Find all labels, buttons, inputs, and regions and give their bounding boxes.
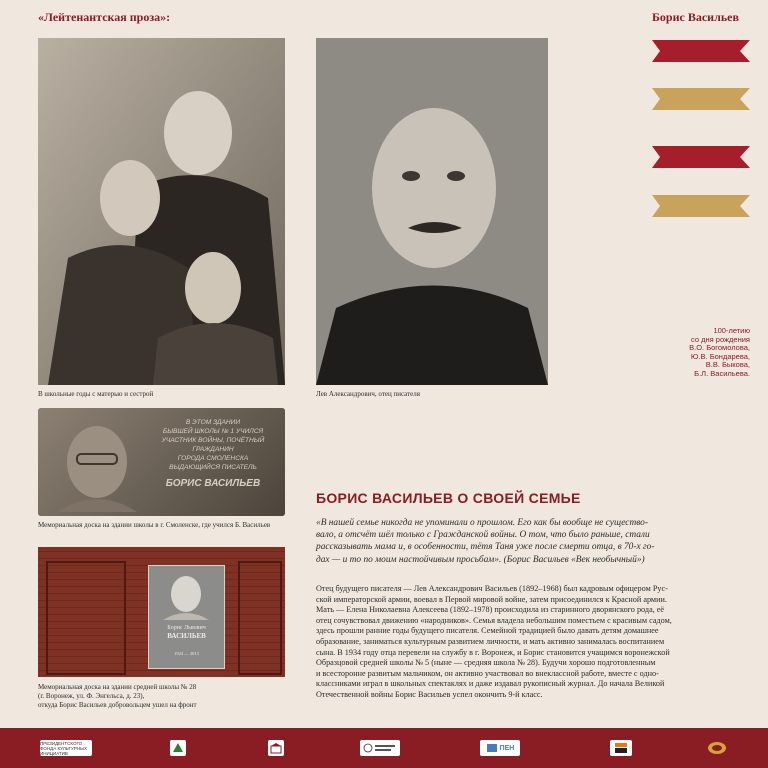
plaque2-name-line: Борис Львович — [167, 625, 206, 631]
voronezh-plaque-photo — [38, 547, 285, 677]
plaque-name: БОРИС ВАСИЛЬЕВ — [165, 478, 261, 489]
partner-logo-icon — [610, 740, 632, 756]
plaque2-years: 1924 — 2013 — [174, 651, 199, 656]
anniversary-line: Б.Л. Васильева. — [694, 368, 750, 378]
body-line: классниками играл в школьных спектаклях и даже издавал рукописный журнал. До начала Великой — [316, 679, 665, 689]
plaque2-name-line: ВАСИЛЬЕВ — [167, 632, 206, 640]
body-line: ской императорской армии, воевал в Первой мировой войне, затем присоединился к Красной армии. — [316, 594, 667, 604]
red-flag-icon — [652, 40, 750, 62]
plaque-slab — [148, 565, 225, 669]
emblem-logo-icon — [706, 740, 728, 756]
quote-line: «В нашей семье никогда не упоминали о прошлом. Его как бы вообще не существо- — [316, 518, 648, 528]
portrait-relief-icon — [161, 570, 211, 620]
caption-line: Мемориальная доска на здании средней школы № 28 — [38, 683, 197, 691]
partner-logo-icon — [360, 740, 400, 756]
quote-line: рассказывать мама и, в особенности, тётя Таня уже после смерти отца, в 70-х го- — [316, 542, 655, 553]
plaque-text-line: В ЭТОМ ЗДАНИИ — [185, 419, 241, 426]
smolensk-plaque-photo — [38, 408, 285, 516]
article-title: БОРИС ВАСИЛЬЕВ О СВОЕЙ СЕМЬЕ — [316, 490, 581, 506]
body-line: образование, заниматься культурным развитием личности, и мать активно занималась воспитанием — [316, 636, 665, 646]
book-icon — [486, 743, 498, 753]
body-line: Образцовой средней школы № 5 (ныне — средняя школа № 28). Будучи хорошо подготовленным — [316, 658, 656, 668]
body-line: здесь прошли ранние годы будущего писателя. Семейной традицией было давать детям домашнее — [316, 626, 659, 636]
tree-logo-icon — [170, 740, 186, 756]
anniversary-line: 100-летию — [713, 326, 750, 335]
plaque-text-line: УЧАСТНИК ВОЙНЫ, ПОЧЁТНЫЙ ГРАЖДАНИН — [161, 437, 265, 453]
body-line: сына. В 1934 году отца перевели на службу в г. Воронеж, и Борис становится учащимся воронежской — [316, 647, 670, 657]
body-line: Отечественной войны Борис Васильев успел окончить 9-й класс. — [316, 689, 543, 699]
caption-line: откуда Борис Васильев добровольцем ушел на фронт — [38, 701, 197, 709]
body-line: и всесторонне развитым мальчиком, он активно участвовал во внеклассной работе, вместе с одно- — [316, 668, 659, 678]
father-photo-caption: Лев Александрович, отец писателя — [316, 390, 420, 398]
library-building-logo-icon — [268, 740, 284, 756]
anniversary-line: В.В. Быкова, — [705, 360, 750, 369]
anniversary-text — [640, 327, 750, 378]
anniversary-line: В.О. Богомолова, — [689, 343, 750, 352]
portrait-relief-icon — [52, 416, 142, 512]
anniversary-line: со дня рождения — [691, 334, 750, 344]
plaque-text-line: ГОРОДА СМОЛЕНСКА — [177, 455, 249, 462]
quote-line: вало, а отсчёт шёл только с Гражданской войны. О том, что было раньше, стали — [316, 530, 650, 541]
plaque-text-line: БЫВШЕЙ ШКОЛЫ № 1 УЧИЛСЯ — [162, 428, 264, 435]
plaque-text-line: ВЫДАЮЩИЙСЯ ПИСАТЕЛЬ — [169, 464, 257, 471]
body-line: Мать — Елена Николаевна Алексеева (1892–1978) происходила из старинного дворянского рода, её — [316, 605, 665, 615]
quote-line: дах — и то по моим настойчивым просьбам». (Борис Васильев «Век необычный») — [316, 554, 645, 565]
red-flag-icon — [652, 146, 750, 168]
anniversary-line: Ю.В. Бондарева, — [690, 351, 750, 361]
voronezh-plaque-caption — [38, 683, 278, 710]
author-name: Борис Васильев — [652, 10, 739, 24]
family-photo — [38, 38, 285, 385]
smolensk-plaque-caption: Мемориальная доска на здании школы в г. Смоленске, где учился Б. Васильев — [38, 521, 271, 529]
father-photo — [316, 38, 548, 385]
pen-club-logo — [480, 740, 520, 756]
presidential-fund-logo: ПРЕЗИДЕНТСКОГО ФОНДА КУЛЬТУРНЫХ ИНИЦИАТИВ — [40, 740, 92, 756]
body-line: Отец будущего писателя — Лев Александрович Васильев (1892–1968) был кадровым офицером Рус- — [316, 584, 668, 593]
gold-flag-icon — [652, 88, 750, 110]
gold-flag-icon — [652, 195, 750, 217]
article-body — [316, 584, 748, 701]
series-title: «Лейтенантская проза»: — [38, 10, 171, 24]
caption-line: (г. Воронеж, ул. Ф. Энгельса, д. 23), — [38, 692, 145, 700]
family-photo-caption: В школьные годы с матерью и сестрой — [38, 390, 154, 398]
body-line: отец сочувствовал движению «народников». Семья владела небольшим поместьем с красивым садом, — [316, 615, 672, 625]
pen-logo-text: ПЕН — [499, 744, 515, 752]
article-quote — [316, 517, 748, 566]
